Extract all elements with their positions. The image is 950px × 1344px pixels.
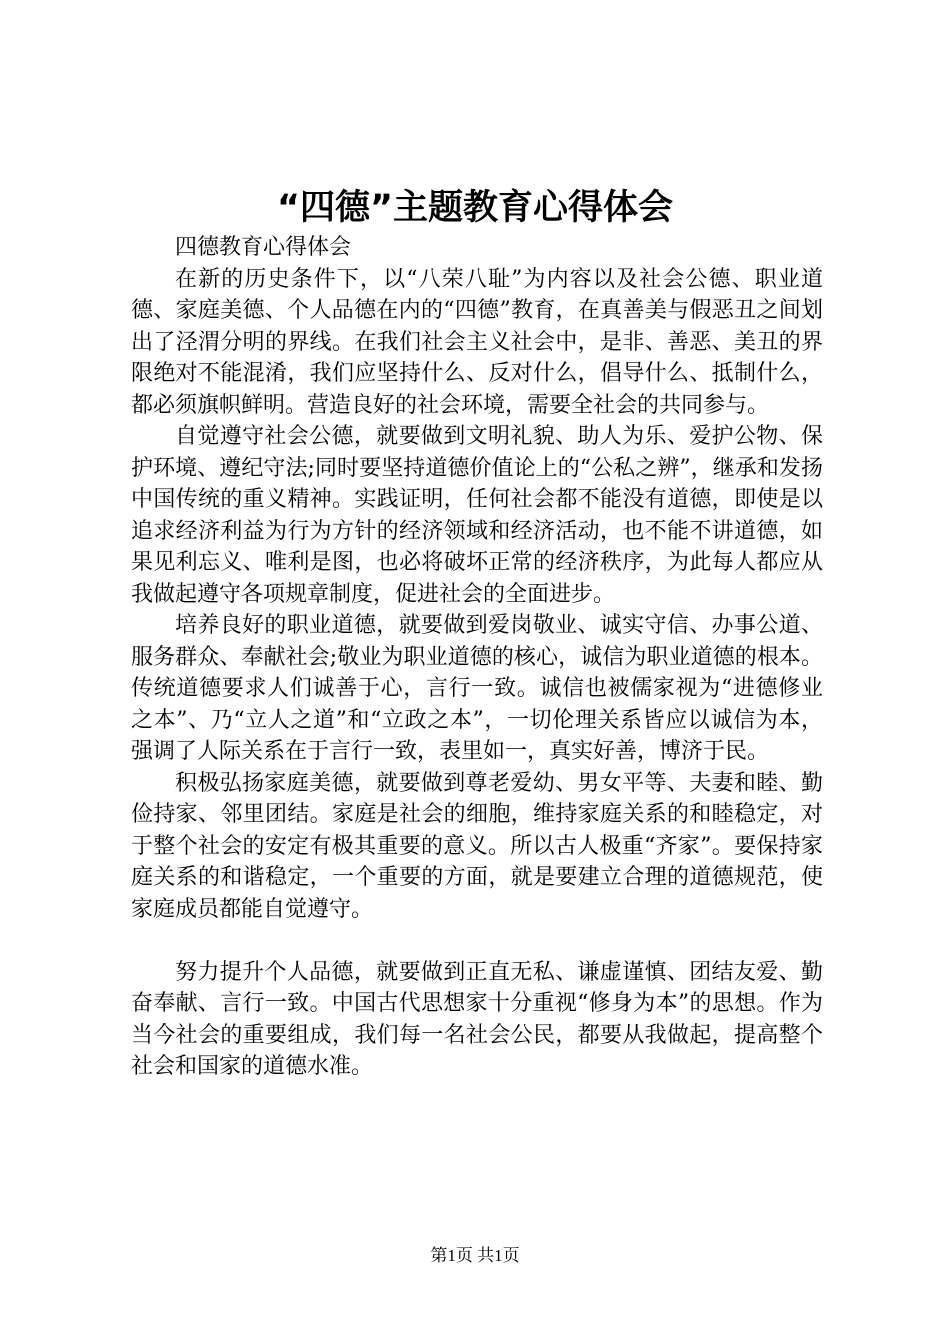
paragraph: 自觉遵守社会公德，就要做到文明礼貌、助人为乐、爱护公物、保护环境、遵纪守法;同时要坚持道德价值论上的“公私之辨”，继承和发扬中国传统的重义精神。实践证明，任何社会都不能没有道德，即使是以追求经济利益为行为方针的经济领域和经济活动，也不能不讲道德，如果见利忘义、唯利是图，也必将破坏正常的经济秩序，为此每人都应从我做起遵守各项规章制度，促进社会的全面进步。 bbox=[131, 424, 823, 607]
paragraph: 培养良好的职业道德，就要做到爱岗敬业、诚实守信、办事公道、服务群众、奉献社会;敬业为职业道德的核心，诚信为职业道德的根本。传统道德要求人们诚善于心，言行一致。诚信也被儒家视为“进德修业之本”、乃“立人之道”和“立政之本”，一切伦理关系皆应以诚信为本，强调了人际关系在于言行一致，表里如一，真实好善，博济于民。 bbox=[131, 613, 823, 764]
document-title: “四德”主题教育心得体会 bbox=[276, 188, 673, 228]
paragraph: 努力提升个人品德，就要做到正直无私、谦虚谨慎、团结友爱、勤奋奉献、言行一致。中国古代思想家十分重视“修身为本”的思想。作为当今社会的重要组成，我们每一名社会公民，都要从我做起，提高整个社会和国家的道德水准。 bbox=[131, 959, 823, 1079]
page-footer: 第1页 共1页 bbox=[430, 1246, 520, 1265]
paragraph-subtitle: 四德教育心得体会 bbox=[175, 235, 352, 260]
paragraph: 在新的历史条件下，以“八荣八耻”为内容以及社会公德、职业道德、家庭美德、个人品德在内的“四德”教育，在真善美与假恶丑之间划出了泾渭分明的界线。在我们社会主义社会中，是非、善恶、美丑的界限绝对不能混淆，我们应坚持什么、反对什么，倡导什么、抵制什么，都必须旗帜鲜明。营造良好的社会环境，需要全社会的共同参与。 bbox=[131, 266, 823, 418]
document-body bbox=[131, 232, 823, 1083]
paragraph: 积极弘扬家庭美德，就要做到尊老爱幼、男女平等、夫妻和睦、勤俭持家、邻里团结。家庭是社会的细胞，维持家庭关系的和睦稳定，对于整个社会的安定有极其重要的意义。所以古人极重“齐家”。要保持家庭关系的和谐稳定，一个重要的方面，就是要建立合理的道德规范，使家庭成员都能自觉遵守。 bbox=[131, 770, 823, 922]
